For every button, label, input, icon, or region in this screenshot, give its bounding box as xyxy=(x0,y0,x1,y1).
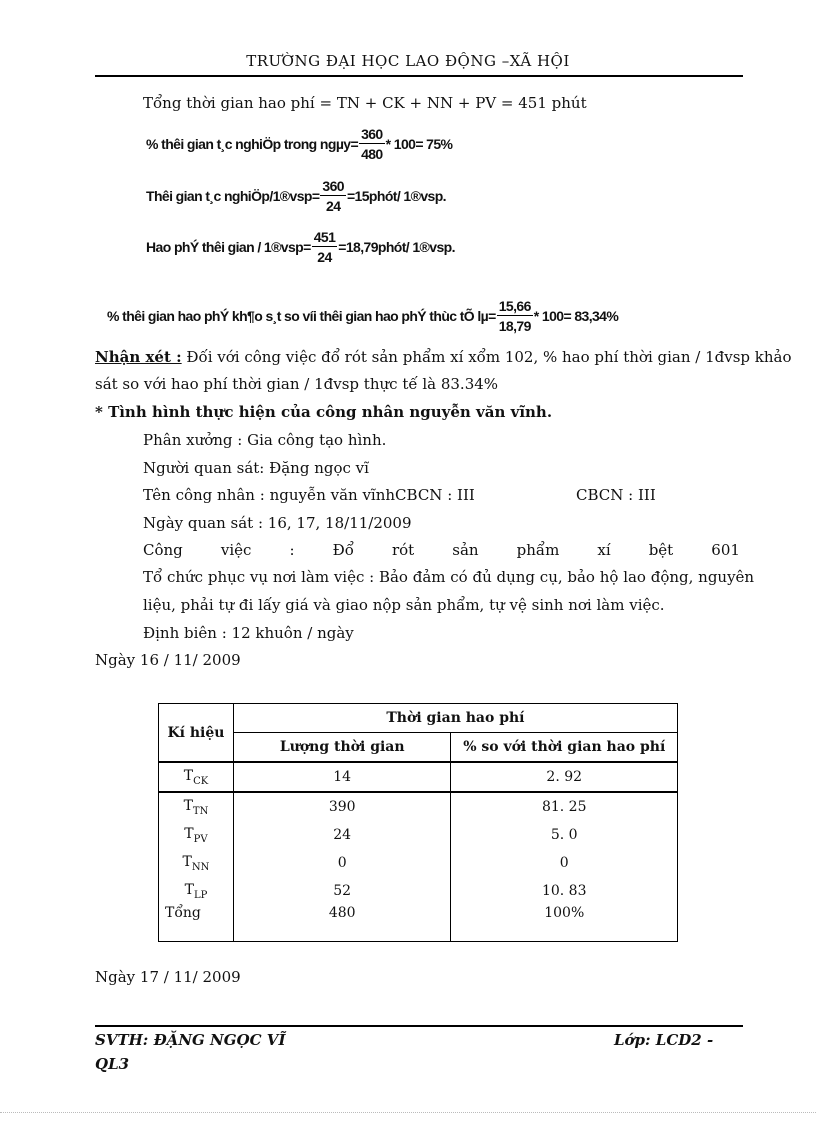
page-header-title: TRƯỜNG ĐẠI HỌC LAO ĐỘNG –XÃ HỘI xyxy=(246,52,570,70)
job-word: Công xyxy=(143,541,183,559)
fraction-numerator: 360 xyxy=(322,178,344,194)
remark-line-2: sát so với hao phí thời gian / 1đvsp thực tế là 83.34% xyxy=(95,375,499,393)
table-row xyxy=(159,762,678,792)
equation-worktime-percent xyxy=(146,126,452,162)
row-amount: 52 xyxy=(233,877,451,905)
row-percent: 5. 0 xyxy=(451,821,678,849)
fraction xyxy=(497,298,533,334)
info-observer: Người quan sát: Đặng ngọc vĩ xyxy=(143,459,369,477)
footer-student: SVTH: ĐẶNG NGỌC VĨ xyxy=(95,1031,286,1049)
equation-rhs: =15phót/ 1®vsp. xyxy=(346,188,446,204)
page-edge xyxy=(0,1112,816,1113)
header-percent: % so với thời gian hao phí xyxy=(451,733,678,763)
equation-lhs: % thêi gian t¸c nghiÖp trong ngµy= xyxy=(146,136,359,152)
job-word: xí xyxy=(597,541,611,559)
info-quota: Định biên : 12 khuôn / ngày xyxy=(143,624,354,642)
row-amount: 390 xyxy=(233,792,451,821)
row-symbol: T xyxy=(183,767,194,784)
day-label-17: Ngày 17 / 11/ 2009 xyxy=(95,968,241,986)
row-symbol: T xyxy=(184,881,194,898)
row-amount: 0 xyxy=(233,849,451,877)
total-waste-line: Tổng thời gian hao phí = TN + CK + NN + PV = 451 phút xyxy=(143,94,587,112)
total-percent: 100% xyxy=(451,905,678,942)
row-symbol-sub: NN xyxy=(191,861,210,873)
table-row xyxy=(159,877,678,905)
equation-waste-ratio xyxy=(107,298,618,334)
table-row xyxy=(159,849,678,877)
row-symbol: T xyxy=(184,825,194,842)
row-percent: 0 xyxy=(451,849,678,877)
equation-rhs: * 100= 83,34% xyxy=(533,308,619,324)
header-time-waste: Thời gian hao phí xyxy=(233,704,677,733)
fraction-numerator: 451 xyxy=(313,229,336,245)
info-organization-2: liệu, phải tự đi lấy giá và giao nộp sản phẩm, tự vệ sinh nơi làm việc. xyxy=(143,596,665,614)
header-rule xyxy=(95,75,743,77)
row-symbol-sub: LP xyxy=(193,889,208,901)
row-symbol-sub: TN xyxy=(192,805,209,817)
footer-rule xyxy=(95,1025,743,1027)
total-label: Tổng xyxy=(159,905,234,942)
info-cbcn: CBCN : III xyxy=(576,486,656,504)
row-amount: 24 xyxy=(233,821,451,849)
footer-class: Lớp: LCD2 - xyxy=(614,1031,714,1049)
fraction-numerator: 15,66 xyxy=(498,298,531,314)
remark-line-1 xyxy=(95,348,792,366)
table-row xyxy=(159,821,678,849)
job-word: phẩm xyxy=(516,541,560,559)
info-worker: Tên công nhân : nguyễn văn vĩnhCBCN : III xyxy=(143,486,475,504)
job-word: rót xyxy=(391,541,415,559)
job-word: 601 xyxy=(711,541,740,559)
equation-worktime-per-unit xyxy=(146,178,446,214)
time-waste-table xyxy=(158,703,678,942)
equation-lhs: Hao phÝ thêi gian / 1®vsp= xyxy=(146,239,311,255)
table-total-row xyxy=(159,905,678,942)
day-label-16: Ngày 16 / 11/ 2009 xyxy=(95,651,241,669)
job-word: sản xyxy=(452,541,479,559)
row-percent: 81. 25 xyxy=(451,792,678,821)
job-word: bệt xyxy=(648,541,674,559)
row-symbol: T xyxy=(183,797,193,814)
footer-student-class: QL3 xyxy=(95,1055,130,1073)
remark-text-1: Đối với công việc đổ rót sản phẩm xí xổm 102, % hao phí thời gian / 1đvsp khảo xyxy=(181,348,792,366)
remark-label: Nhận xét : xyxy=(95,348,182,366)
fraction-denominator: 24 xyxy=(326,198,341,214)
equation-rhs: =18,79phót/ 1®vsp. xyxy=(338,239,455,255)
fraction-denominator: 18,79 xyxy=(498,318,531,334)
job-word: : xyxy=(289,541,295,559)
fraction-denominator: 480 xyxy=(361,146,383,162)
row-amount: 14 xyxy=(233,762,451,792)
table-row xyxy=(159,792,678,821)
row-percent: 2. 92 xyxy=(451,762,678,792)
info-dates: Ngày quan sát : 16, 17, 18/11/2009 xyxy=(143,514,412,532)
row-symbol-sub: CK xyxy=(193,775,209,787)
row-percent: 10. 83 xyxy=(451,877,678,905)
row-symbol: T xyxy=(182,853,192,870)
info-workshop: Phân xưởng : Gia công tạo hình. xyxy=(143,431,387,449)
fraction xyxy=(312,229,338,265)
header-amount: Lượng thời gian xyxy=(233,733,451,763)
total-amount: 480 xyxy=(233,905,451,942)
info-job xyxy=(143,541,740,559)
equation-lhs: % thêi gian hao phÝ kh¶o s¸t so víi thêi gian hao phÝ thùc tÕ lµ= xyxy=(107,308,496,324)
equation-rhs: * 100= 75% xyxy=(385,136,453,152)
fraction xyxy=(320,178,346,214)
fraction xyxy=(359,126,385,162)
section-title: * Tình hình thực hiện của công nhân nguyễn văn vĩnh. xyxy=(95,403,553,421)
row-symbol-sub: PV xyxy=(193,833,208,845)
header-symbol: Kí hiệu xyxy=(159,704,234,763)
fraction-numerator: 360 xyxy=(361,126,383,142)
info-organization-1: Tổ chức phục vụ nơi làm việc : Bảo đảm có đủ dụng cụ, bảo hộ lao động, nguyên xyxy=(143,568,755,586)
job-word: việc xyxy=(220,541,252,559)
equation-lhs: Thêi gian t¸c nghiÖp/1®vsp= xyxy=(146,188,320,204)
fraction-denominator: 24 xyxy=(317,249,332,265)
equation-waste-per-unit xyxy=(146,229,455,265)
job-word: Đổ xyxy=(332,541,354,559)
